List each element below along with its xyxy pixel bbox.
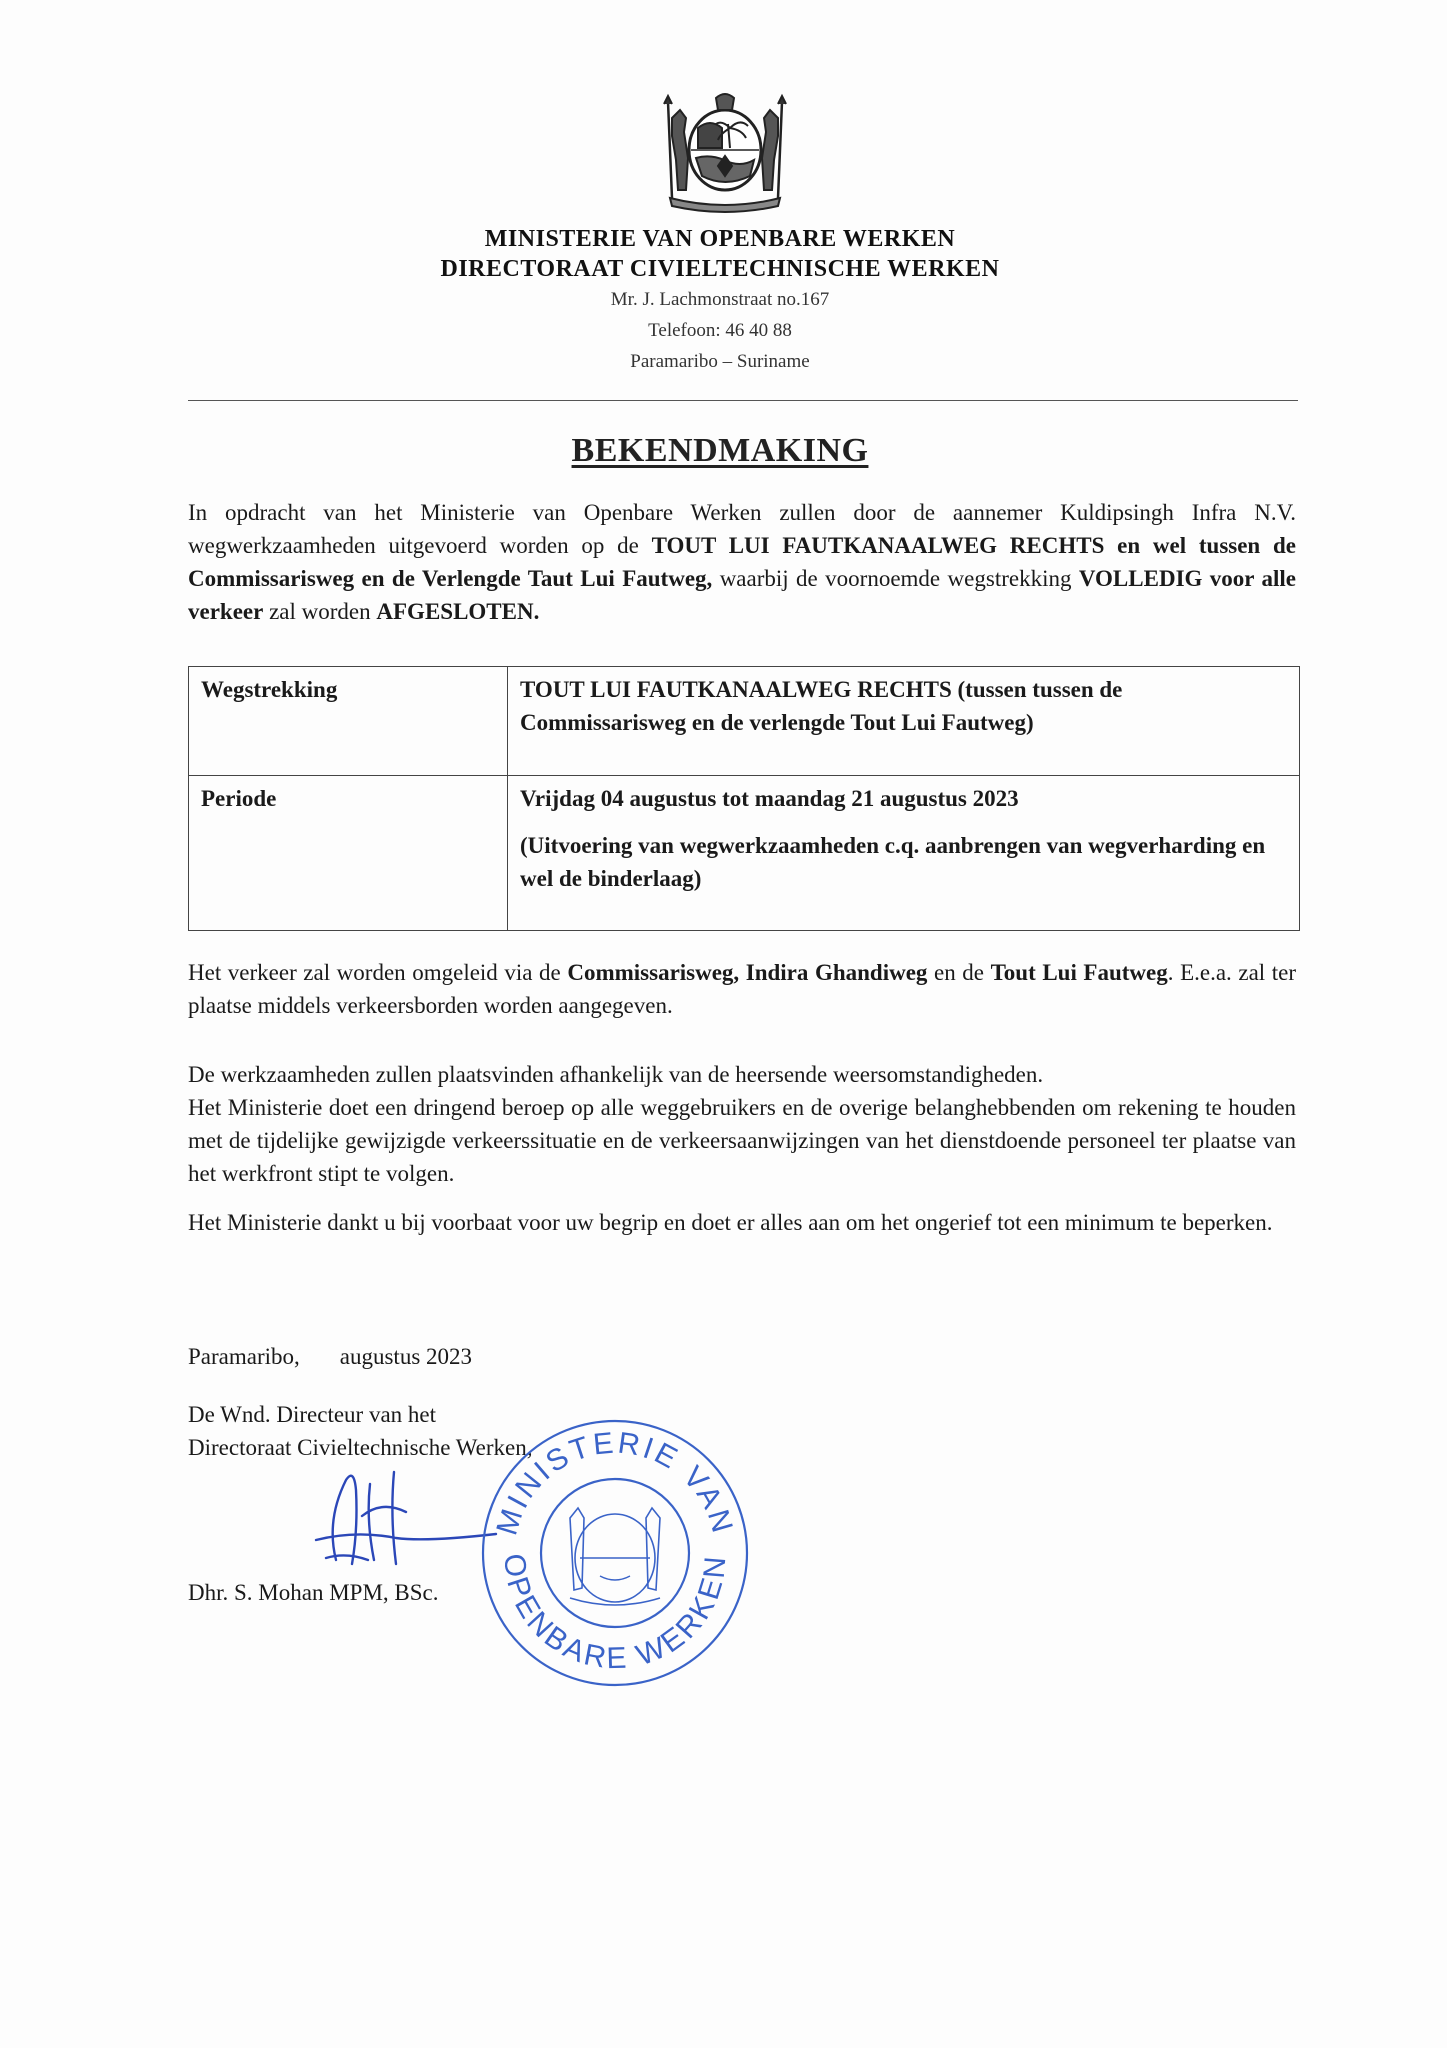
date: augustus 2023 bbox=[339, 1344, 473, 1369]
traffic-text-2: en de bbox=[927, 960, 991, 985]
road-label: Wegstrekking bbox=[189, 667, 508, 776]
traffic-bold-roads: Commissarisweg, Indira Ghandiweg bbox=[567, 960, 928, 985]
works-paragraph bbox=[188, 1058, 1296, 1190]
header-divider bbox=[188, 400, 1298, 401]
letterhead bbox=[250, 224, 1190, 377]
intro-bold-full: VOLLEDIG voor alle verkeer bbox=[188, 566, 1297, 624]
address: Mr. J. Lachmonstraat no.167 bbox=[610, 289, 830, 310]
intro-bold-closed: AFGESLOTEN. bbox=[376, 599, 540, 624]
stamp-text-bottom-path: OPENBARE WERKEN bbox=[497, 1552, 733, 1676]
traffic-paragraph bbox=[188, 956, 1296, 1022]
intro-paragraph bbox=[188, 496, 1296, 628]
role-line-2: Directoraat Civieltechnische Werken, bbox=[188, 1435, 533, 1460]
works-line-1: De werkzaamheden zullen plaatsvinden afhankelijk van de heersende weersomstandigheden. bbox=[188, 1062, 1044, 1087]
period-value: Vrijdag 04 augustus tot maandag 21 augustus 2023 bbox=[520, 786, 1019, 811]
intro-text-1: In opdracht van het Ministerie van Openbare Werken zullen door de aannemer Kuldipsingh Infra N.V. wegwerkzaamheden uitgevoerd worden op de bbox=[188, 500, 1296, 558]
notice-table bbox=[188, 666, 1300, 931]
city: Paramaribo – Suriname bbox=[630, 351, 810, 372]
traffic-bold-road: Tout Lui Fautweg bbox=[990, 960, 1168, 985]
intro-text-2: waarbij de voornoemde wegstrekking bbox=[712, 566, 1079, 591]
official-stamp bbox=[470, 1408, 760, 1698]
table-row-road bbox=[189, 667, 1300, 776]
place-date bbox=[188, 1340, 472, 1373]
stamp-text-top bbox=[490, 1426, 739, 1538]
works-line-2: Het Ministerie doet een dringend beroep op alle weggebruikers en de overige belanghebbenden om rekening te houden met de tijdelijke gewijzigde verkeerssituatie en de verkeersaanwijzingen van het dienstdoende personeel ter plaatse van het werkfront stipt te volgen. bbox=[188, 1095, 1296, 1186]
intro-text-3: zal worden bbox=[263, 599, 377, 624]
signatory-name: Dhr. S. Mohan MPM, BSc. bbox=[188, 1580, 439, 1605]
directorate-name: DIRECTORAAT CIVIELTECHNISCHE WERKEN bbox=[440, 256, 1000, 282]
period-label: Periode bbox=[189, 776, 508, 931]
thanks-paragraph: Het Ministerie dankt u bij voorbaat voor uw begrip en doet er alles aan om het ongerief tot een minimum te beperken. bbox=[188, 1210, 1273, 1235]
stamp-text-top-path: MINISTERIE VAN bbox=[490, 1426, 740, 1539]
page-title: BEKENDMAKING bbox=[571, 432, 869, 469]
table-row-period bbox=[189, 776, 1300, 931]
traffic-text-3: . E.e.a. zal ter plaatse middels verkeersborden worden aangegeven. bbox=[188, 960, 1296, 1018]
role-line-1: De Wnd. Directeur van het bbox=[188, 1402, 437, 1427]
suriname-coat-of-arms-icon bbox=[650, 88, 800, 216]
phone: Telefoon: 46 40 88 bbox=[648, 320, 792, 341]
road-value: TOUT LUI FAUTKANAALWEG RECHTS (tussen tussen de Commissarisweg en de verlengde Tout Lui Fautweg) bbox=[508, 667, 1300, 776]
ministry-name: MINISTERIE VAN OPENBARE WERKEN bbox=[484, 226, 956, 252]
period-cell bbox=[508, 776, 1300, 931]
traffic-text-1: Het verkeer zal worden omgeleid via de bbox=[188, 960, 568, 985]
intro-bold-road: TOUT LUI FAUTKANAALWEG RECHTS en wel tussen de Commissarisweg en de Verlengde Taut Lui Fautweg, bbox=[188, 533, 1296, 591]
place: Paramaribo, bbox=[188, 1344, 300, 1369]
period-note: (Uitvoering van wegwerkzaamheden c.q. aanbrengen van wegverharding en wel de binderlaag) bbox=[520, 833, 1266, 891]
